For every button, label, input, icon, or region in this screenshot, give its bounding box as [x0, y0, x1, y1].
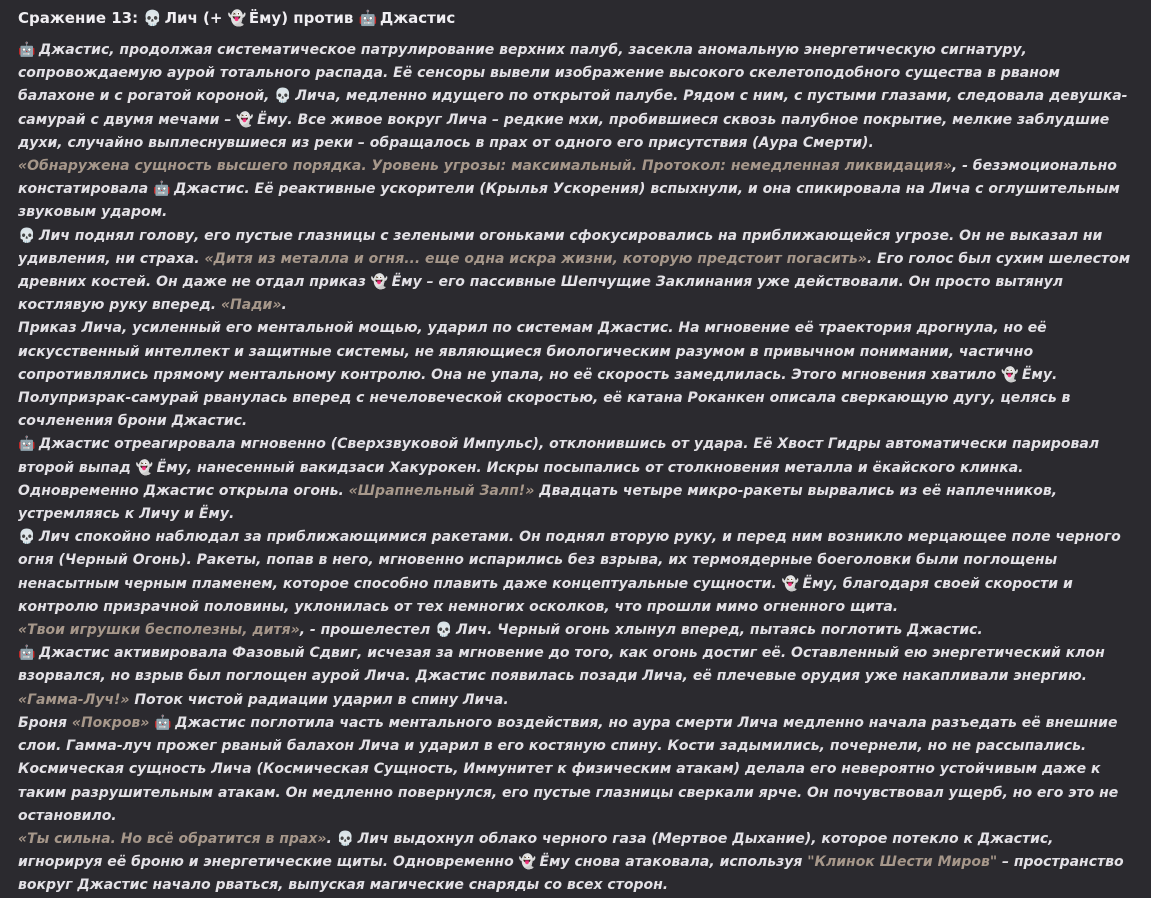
battle-title	[18, 8, 1137, 28]
robot-icon: 🤖	[18, 645, 36, 662]
title-emu: Ёму) против	[243, 9, 359, 27]
story-paragraph	[18, 225, 1137, 318]
robot-icon: 🤖	[18, 42, 36, 58]
battle-story	[18, 39, 1137, 898]
story-paragraph	[18, 433, 1137, 526]
story-paragraph	[18, 317, 1137, 433]
narrative-text: – пространство вокруг Джастис начало рваться, выпуская магические снаряды со всех сторон.	[18, 854, 1124, 894]
narrative-text: .	[326, 830, 337, 847]
narrative-text: , - прошелестел	[299, 622, 436, 639]
robot-icon: 🤖	[358, 9, 378, 27]
skull-icon: 💀	[274, 88, 292, 105]
skull-icon: 💀	[143, 9, 163, 27]
ghost-icon: 👻	[370, 274, 389, 291]
narrative-text: Джастис активировала Фазовый Сдвиг, исчезая за мгновение до того, как огонь достиг её. Оставленный ею энергетический клон взорвался, но взрыв был поглощен аурой Лича. Джастис появилась позади Лича, её плечевые орудия уже накапливали энергию.	[18, 645, 1105, 685]
narrative-text: Джастис, продолжая систематическое патрулирование верхних палуб, засекла аномальную энергетическую сигнатуру, сопровождаемую аурой тотального распада. Её сенсоры вывели изображение высокого скелетоподобного существа в рваном балахоне и с рогатой короной,	[18, 42, 1060, 105]
narrative-text: Лича, медленно идущего по открытой палубе. Рядом с ним, с пустыми глазами, следовала девушка-самурай с двумя мечами –	[18, 88, 1128, 128]
narrative-text: Ёму снова атаковала, используя	[534, 854, 808, 871]
ghost-icon: 👻	[135, 459, 154, 476]
narrative-text: Ёму, нанесенный вакидзаси Хакурокен. Искры посыпались от столкновения металла и ёкайского клинка. Одновременно Джастис открыла огонь.	[18, 459, 1024, 499]
narrative-text: Ёму. Полупризрак-самурай рванулась вперед с нечеловеческой скоростью, её катана Роканкен описала сверкающую дугу, целясь в сочленения брони Джастис.	[18, 366, 1071, 430]
story-paragraph	[18, 155, 1137, 225]
narrative-text: Поток чистой радиации ударил в спину Лича.	[129, 691, 509, 708]
narrative-text: Лич поднял голову, его пустые глазницы с зелеными огоньками сфокусировались на приближающейся угрозе. Он не выказал ни удивления, ни страха.	[18, 227, 1103, 267]
title-lich: Лич (+	[159, 9, 228, 27]
story-paragraph	[18, 642, 1137, 712]
narrative-text: .	[281, 297, 287, 314]
ghost-icon: 👻	[518, 854, 537, 871]
narrative-text: , - безэмоционально констатировала	[18, 158, 1117, 198]
ghost-icon: 👻	[227, 9, 247, 27]
robot-icon: 🤖	[154, 714, 172, 731]
narrative-text: Джастис отреагировала мгновенно (Сверхзвуковой Импульс), отклонившись от удара. Её Хвост Гидры автоматически парировал второй выпад	[18, 436, 1100, 476]
title-prefix: Сражение 13:	[18, 9, 144, 27]
story-paragraph	[18, 712, 1137, 828]
narrative-text: Джастис поглотила часть ментального воздействия, но аура смерти Лича медленно начала разъедать её внешние слои. Гамма-луч прожег рваный балахон Лича и ударил в его костяную спину. Кости задымились, почернели, но не рассыпались. Космическая сущность Лича (Космическая Сущность, Иммунитет к физическим атакам) делала его невероятно устойчивым даже к таким разрушительным атакам. Он медленно повернулся, его пустые глазницы сверкали ярче. Он почувствовал ущерб, но его это не остановило.	[18, 714, 1119, 824]
robot-icon: 🤖	[153, 181, 171, 198]
quote-text: «Обнаружена сущность высшего порядка. Уровень угрозы: максимальный. Протокол: немедленная ликвидация»	[18, 158, 952, 175]
ghost-icon: 👻	[781, 575, 800, 592]
quote-text: «Дитя из металла и огня... еще одна искра жизни, которую предстоит погасить»	[204, 250, 867, 267]
quote-text: «Пади»	[220, 297, 282, 314]
narrative-text: Ёму – его пассивные Шепчущие Заклинания уже действовали. Он просто вытянул костлявую руку вперед.	[18, 274, 1063, 314]
narrative-text: Лич выдохнул облако черного газа (Мертвое Дыхание), которое потекло к Джастис, игнорируя её броню и энергетические щиты. Одновременно	[18, 830, 1054, 871]
story-paragraph	[18, 39, 1137, 155]
narrative-text: Ёму. Все живое вокруг Лича – редкие мхи, пробившиеся сквозь палубное покрытие, мелкие заблудшие духи, случайно выплеснувшиеся из реки – обращалось в прах от одного его присутствия (Аура Смерти).	[18, 111, 1110, 151]
story-paragraph	[18, 526, 1137, 619]
quote-text: «Ты сильна. Но всё обратится в прах»	[18, 830, 327, 847]
narrative-text: Джастис. Её реактивные ускорители (Крылья Ускорения) вспыхнули, и она спикировала на Лича с оглушительным звуковым ударом.	[18, 181, 1120, 221]
ghost-icon: 👻	[236, 111, 254, 128]
quote-text: «Шрапнельный Залп!»	[348, 482, 535, 499]
skull-icon: 💀	[18, 529, 36, 546]
narrative-text: Ёму, благодаря своей скорости и контролю призрачной половины, уклонилась от тех немногих осколков, что прошли мимо огненного щита.	[18, 575, 1073, 615]
narrative-text: Лич спокойно наблюдал за приближающимися ракетами. Он поднял вторую руку, и перед ним возникло мерцающее поле черного огня (Черный Огонь). Ракеты, попав в него, мгновенно испарились без взрыва, их термоядерные боеголовки были поглощены ненасытным черным пламенем, которое способно плавить даже концептуальные сущности.	[18, 529, 1121, 592]
quote-text: «Твои игрушки бесполезны, дитя»	[18, 622, 300, 639]
story-paragraph	[18, 619, 1137, 642]
story-paragraph	[18, 828, 1137, 898]
narrative-text: Броня	[18, 714, 72, 731]
skull-icon: 💀	[18, 227, 36, 244]
narrative-text: . Его голос был сухим шелестом древних костей. Он даже не отдал приказ	[18, 250, 1131, 291]
skull-icon: 💀	[435, 622, 453, 639]
quote-text: «Гамма-Луч!»	[18, 691, 130, 708]
quote-text: "Клинок Шести Миров"	[807, 854, 998, 871]
quote-text: «Покров»	[71, 714, 150, 731]
narrative-text: Лич. Черный огонь хлынул вперед, пытаясь поглотить Джастис.	[451, 622, 983, 639]
skull-icon: 💀	[336, 830, 355, 847]
narrative-text: Двадцать четыре микро-ракеты вырвались из её наплечников, устремляясь к Личу и Ёму.	[18, 482, 1058, 523]
title-justice: Джастис	[374, 9, 456, 27]
robot-icon: 🤖	[18, 436, 36, 453]
ghost-icon: 👻	[1000, 366, 1019, 383]
narrative-text: Приказ Лича, усиленный его ментальной мощью, ударил по системам Джастис. На мгновение её траектория дрогнула, но её искусственный интеллект и защитные системы, не являющиеся биологическим разумом в привычном понимании, частично сопротивлялись прямому ментальному контролю. Она не упала, но её скорость замедлилась. Этого мгновения хватило	[18, 320, 1047, 383]
